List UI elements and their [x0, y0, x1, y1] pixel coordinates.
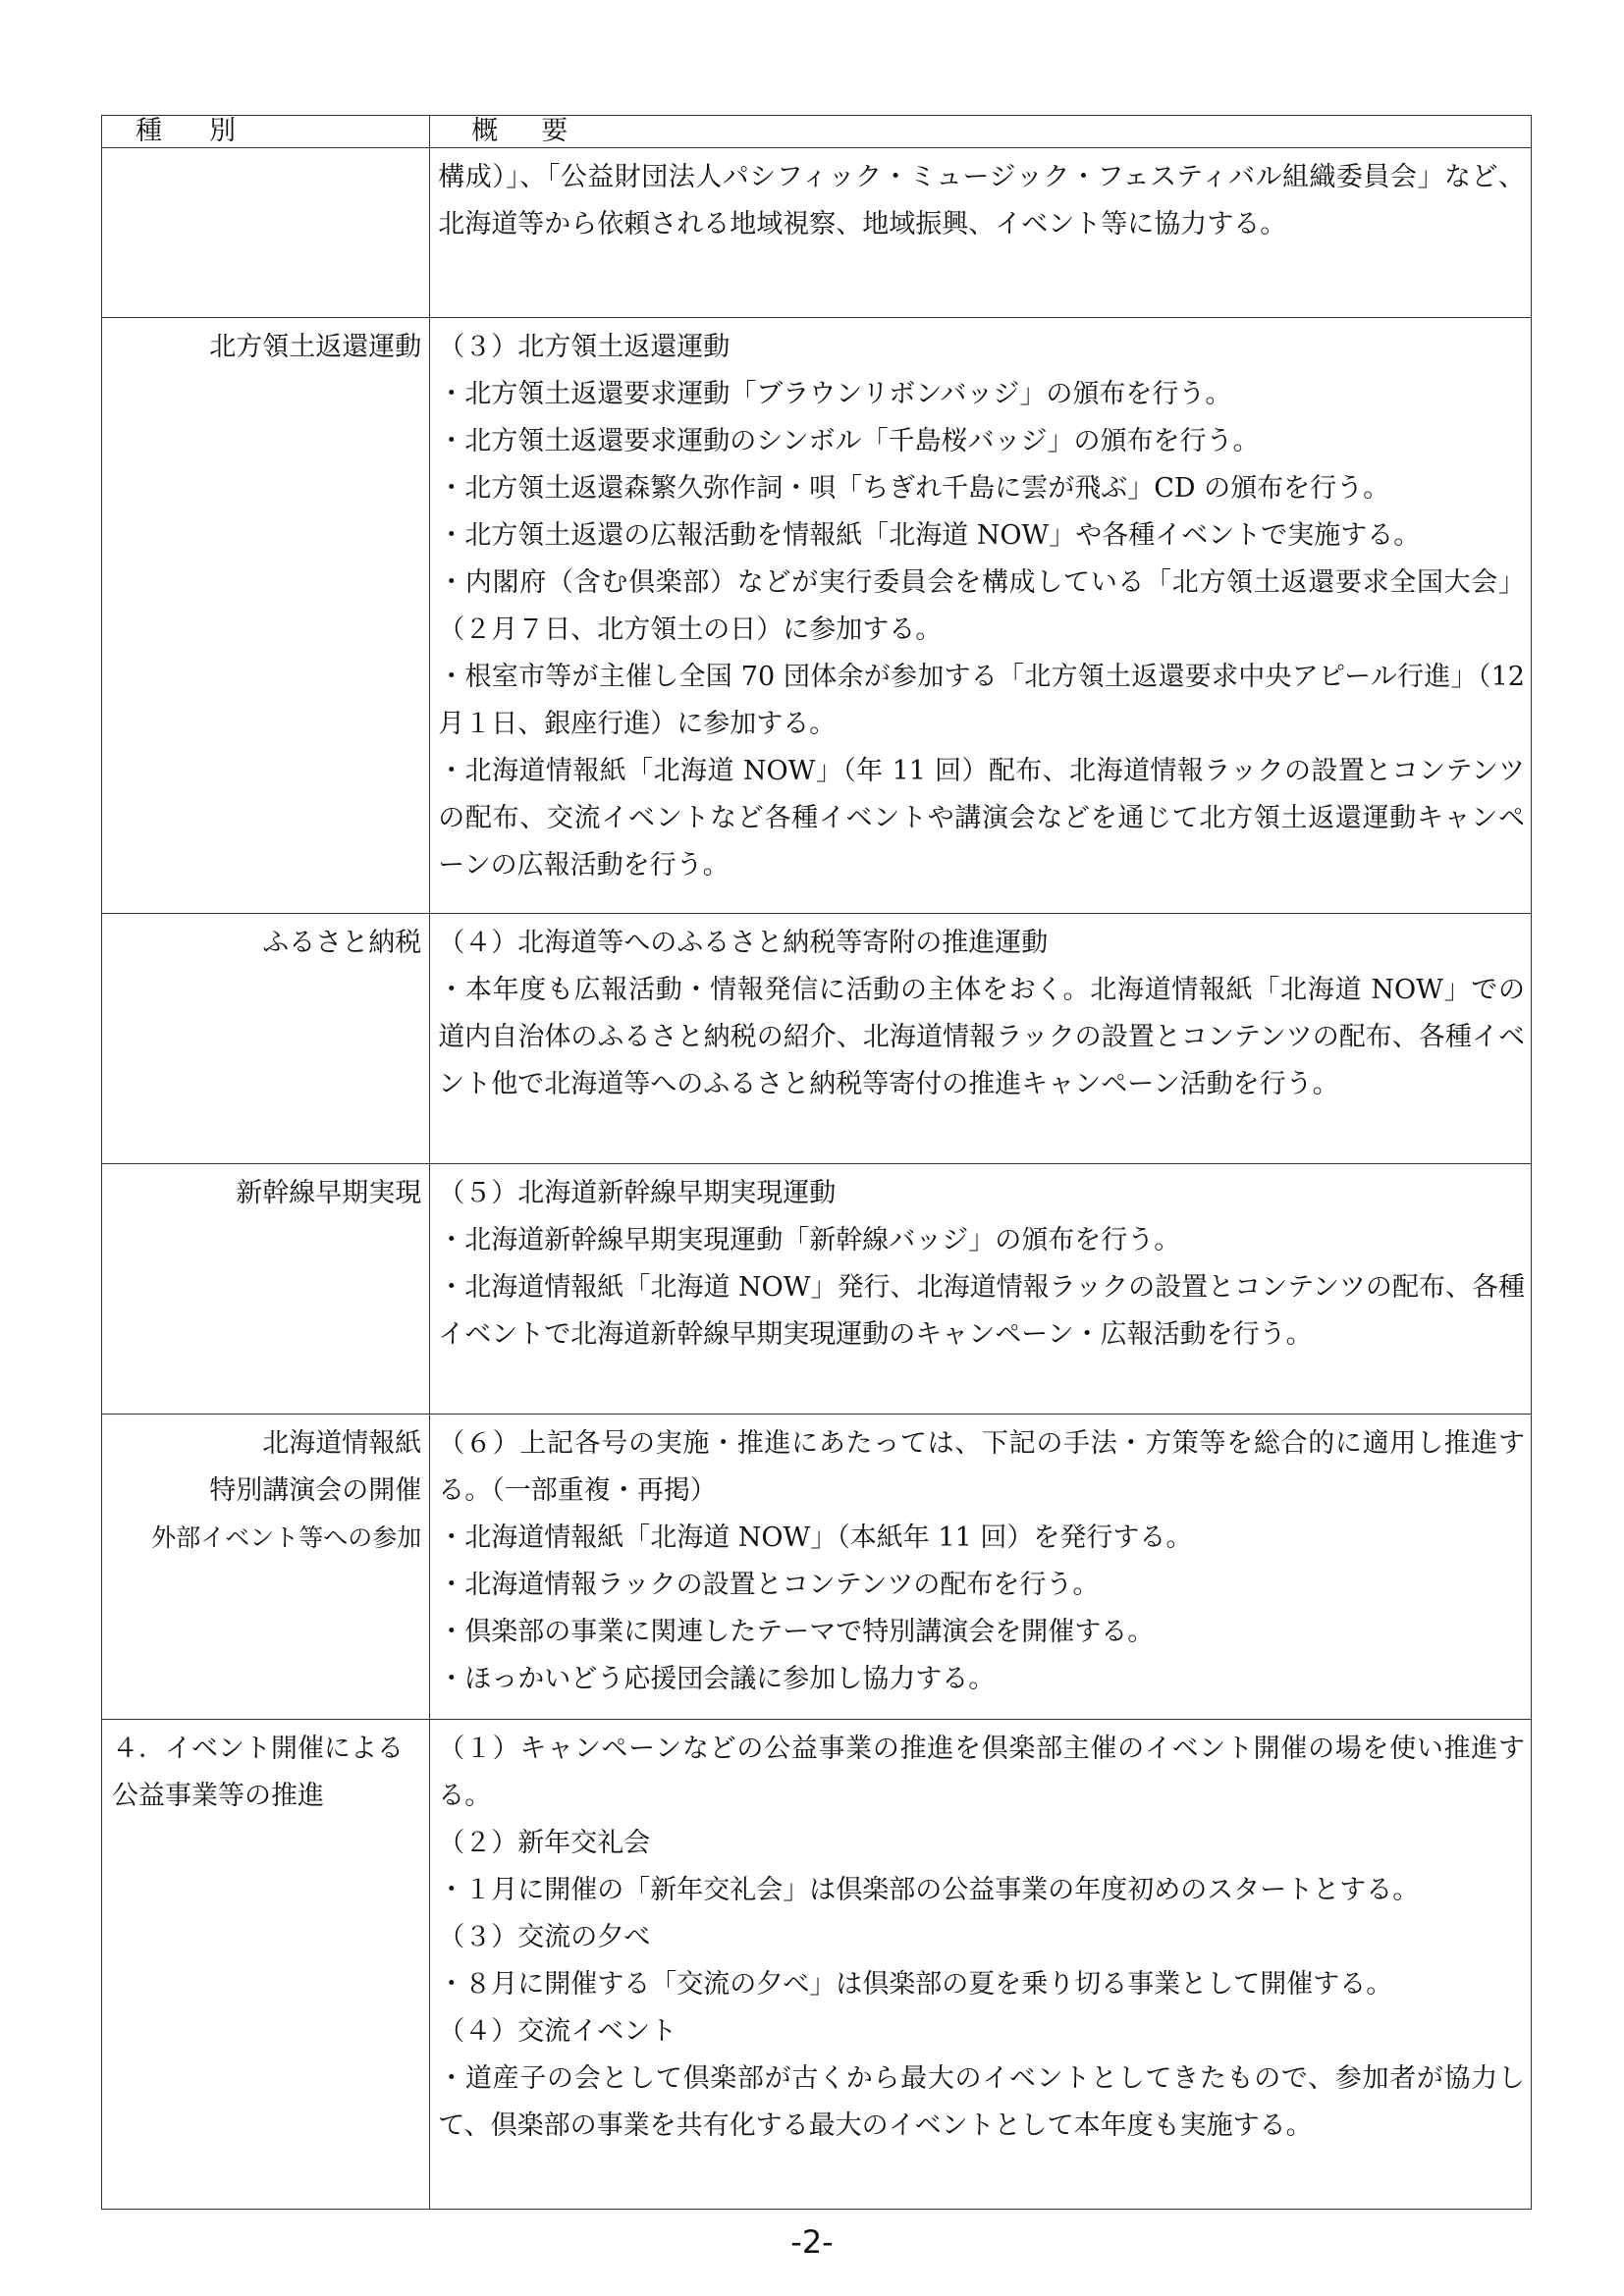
type-cell [102, 1415, 430, 1720]
type-label: 北海道情報紙 [262, 1428, 422, 1459]
desc-line: ・北方領土返還要求運動のシンボル「千島桜バッジ」の頒布を行う。 [438, 426, 1260, 456]
table-row-carryover [102, 148, 1532, 318]
desc-line: （３）交流の夕べ [438, 1922, 651, 1952]
table-row-info [102, 1415, 1532, 1720]
desc-line: ・内閣府（含む倶楽部）などが実行委員会を構成している「北方領土返還要求全国大会」（２月７日、北方領土の日）に参加する。 [438, 567, 1525, 645]
type-cell [102, 1164, 430, 1415]
type-label: ４．イベント開催による公益事業等の推進 [112, 1734, 404, 1811]
desc-cell [430, 148, 1532, 318]
desc-line: ・倶楽部の事業に関連したテーマで特別講演会を開催する。 [438, 1617, 1155, 1647]
type-cell [102, 1720, 430, 2210]
desc-line: ・北海道情報紙「北海道 NOW」発行、北海道情報ラックの設置とコンテンツの配布、各種イベントで北海道新幹線早期実現運動のキャンペーン・広報活動を行う。 [438, 1272, 1525, 1350]
type-label: 特別講演会の開催 [209, 1475, 422, 1506]
type-cell [102, 318, 430, 914]
desc-line: （５）北海道新幹線早期実現運動 [438, 1178, 837, 1208]
desc-cell [430, 1164, 1532, 1415]
desc-line: ・本年度も広報活動・情報発信に活動の主体をおく。北海道情報紙「北海道 NOW」での道内自治体のふるさと納税の紹介、北海道情報ラックの設置とコンテンツの配布、各種イベント他で北海道等へのふるさと納税等寄付の推進キャンペーン活動を行う。 [438, 975, 1525, 1099]
activity-table [101, 115, 1532, 2210]
table-row-event [102, 1720, 1532, 2210]
header-type-label: 種別 [135, 116, 283, 146]
type-cell [102, 148, 430, 318]
desc-line: ・１月に開催の「新年交礼会」は倶楽部の公益事業の年度初めのスタートとする。 [438, 1875, 1420, 1905]
desc-cell [430, 318, 1532, 914]
desc-line: ・北方領土返還要求運動「ブラウンリボンバッジ」の頒布を行う。 [438, 379, 1232, 409]
desc-line: 構成）」、「公益財団法人パシフィック・ミュージック・フェスティバル組織委員会」など、北海道等から依頼される地域視察、地域振興、イベント等に協力する。 [438, 162, 1525, 240]
type-label: 北方領土返還運動 [209, 332, 422, 362]
desc-line: （１）キャンペーンなどの公益事業の推進を倶楽部主催のイベント開催の場を使い推進する。 [438, 1734, 1525, 1811]
desc-line: ・北海道情報ラックの設置とコンテンツの配布を行う。 [438, 1570, 1100, 1600]
desc-line: ・北海道情報紙「北海道 NOW」（年 11 回）配布、北海道情報ラックの設置とコンテンツの配布、交流イベントなど各種イベントや講演会などを通じて北方領土返還運動キャンペーンの広報活動を行う。 [438, 756, 1525, 881]
type-cell [102, 914, 430, 1164]
desc-line: ・８月に開催する「交流の夕べ」は倶楽部の夏を乗り切る事業として開催する。 [438, 1969, 1393, 2000]
desc-cell [430, 1720, 1532, 2210]
header-desc [430, 116, 1532, 148]
desc-cell [430, 914, 1532, 1164]
table-row-shinkansen [102, 1164, 1532, 1415]
table-header-row [102, 116, 1532, 148]
desc-line: ・道産子の会として倶楽部が古くから最大のイベントとしてきたもので、参加者が協力して、倶楽部の事業を共有化する最大のイベントとして本年度も実施する。 [438, 2063, 1525, 2141]
desc-line: ・根室市等が主催し全国 70 団体余が参加する「北方領土返還要求中央アピール行進」（12 月１日、銀座行進）に参加する。 [438, 662, 1525, 739]
type-label: 新幹線早期実現 [236, 1178, 422, 1208]
type-label: ふるさと納税 [262, 928, 422, 958]
table-row-hoppo [102, 318, 1532, 914]
desc-line: （４）交流イベント [438, 2016, 677, 2047]
desc-line: （２）新年交礼会 [438, 1828, 651, 1858]
type-label: 外部イベント等への参加 [151, 1523, 422, 1552]
desc-line: （４）北海道等へのふるさと納税等寄附の推進運動 [438, 928, 1049, 958]
desc-line: ・北海道新幹線早期実現運動「新幹線バッジ」の頒布を行う。 [438, 1225, 1181, 1255]
desc-line: ・北方領土返還森繁久弥作詞・唄「ちぎれ千島に雲が飛ぶ」CD の頒布を行う。 [438, 473, 1390, 504]
table-row-furusato [102, 914, 1532, 1164]
desc-line: （６）上記各号の実施・推進にあたっては、下記の手法・方策等を総合的に適用し推進する。（一部重複・再掲） [438, 1428, 1525, 1506]
desc-line: ・北方領土返還の広報活動を情報紙「北海道 NOW」や各種イベントで実施する。 [438, 520, 1421, 551]
page-number: -2- [790, 2223, 834, 2261]
header-type [102, 116, 430, 148]
header-desc-label: 概要 [471, 116, 612, 146]
desc-line: ・北海道情報紙「北海道 NOW」（本紙年 11 回）を発行する。 [438, 1522, 1193, 1553]
desc-cell [430, 1415, 1532, 1720]
desc-line: ・ほっかいどう応援団会議に参加し協力する。 [438, 1664, 996, 1694]
desc-line: （３）北方領土返還運動 [438, 332, 731, 362]
